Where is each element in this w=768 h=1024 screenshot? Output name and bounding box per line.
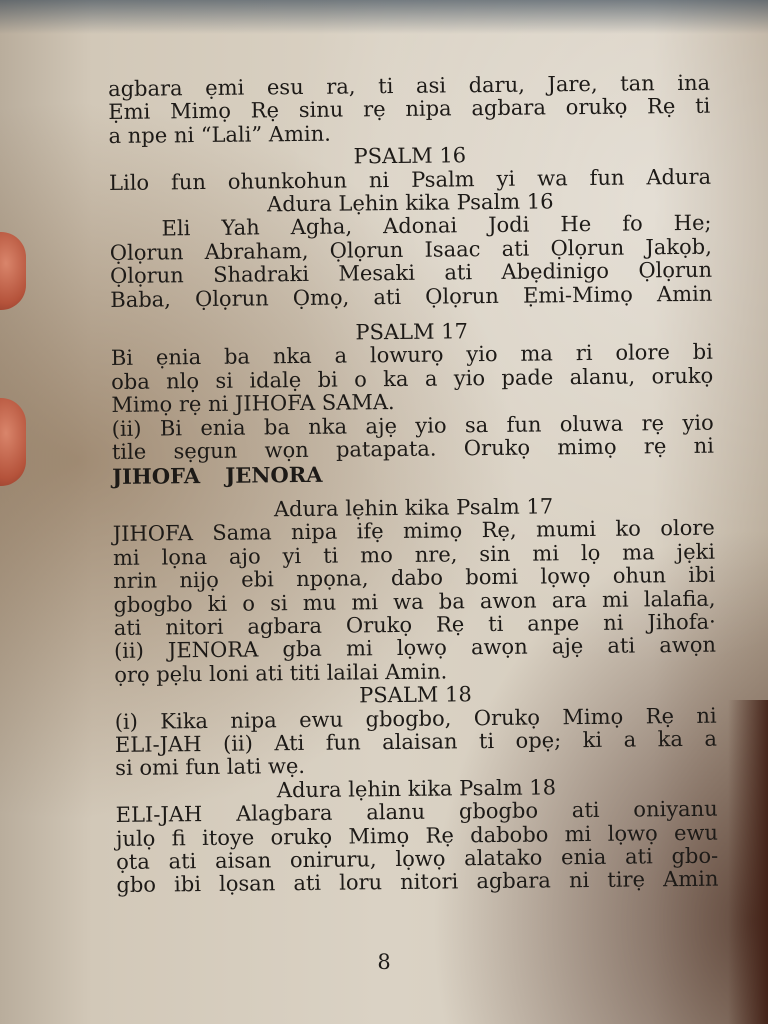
text-line: (ii) JENORA gba mi lọwọ awọn ajẹ ati awọn xyxy=(113,633,717,664)
prayer-heading: Adura lẹhin kika Psalm 18 xyxy=(276,775,557,803)
text-line: gbogbo ki o si mu mi wa ba awon ara mi lalafia, xyxy=(113,586,716,617)
text-line: ELI-JAH Alagbara alanu gbogbo ati oniyanu xyxy=(115,796,718,828)
page-number: 8 xyxy=(377,950,391,974)
text-line: mi lọna ajo yi ti mo nre, sin mi lọ ma jẹki xyxy=(112,539,716,570)
page-text xyxy=(108,72,719,898)
psalm-heading: PSALM 17 xyxy=(355,319,469,345)
text-line: ati nitori agbara Orukọ Rẹ ti anpe ni Jihofa· xyxy=(113,609,716,640)
text-line: Bi ẹnia ba nka a lowurọ yio ma ri olore bi xyxy=(110,340,714,371)
text-line: Eli Yah Agha, Adonai Jodi He fo He; xyxy=(161,211,712,241)
text-line: julọ fi itoye orukọ Mimọ Rẹ dabobo mi lọwọ ewu xyxy=(115,820,719,851)
text-line: Ọlọrun Shadraki Mesaki ati Abẹdinigo Ọlọrun xyxy=(109,257,713,289)
text-line: oba nlọ si idalẹ bi o ka a yio pade alanu, orukọ xyxy=(111,363,714,394)
prayer-heading: Adura Lẹhin kika Psalm 16 xyxy=(266,189,554,217)
text-line: ọta ati aisan oniruru, lọwọ alatako enia ati gbo- xyxy=(116,843,719,874)
text-line: si omi fun lati wẹ. xyxy=(115,754,306,781)
psalm-heading: PSALM 16 xyxy=(353,143,467,169)
text-line: Baba, Ọlọrun Ọmọ, ati Ọlọrun Ẹmi-Mimọ Amin xyxy=(110,281,713,312)
text-line: ọrọ pẹlu loni ati titi lailai Amin. xyxy=(114,659,448,687)
text-line: Ẹmi Mimọ Rẹ sinu rẹ nipa agbara orukọ Rẹ ti xyxy=(108,94,711,125)
prayer-heading: Adura lẹhin kika Psalm 17 xyxy=(273,494,554,522)
text-line: a npe ni “Lali” Amin. xyxy=(108,121,331,148)
text-line: JIHOFA JENORA xyxy=(112,461,323,489)
text-line: Ọlọrun Abraham, Ọlọrun Isaac ati Ọlọrun Jakọb, xyxy=(109,234,712,265)
thumb-finger-top xyxy=(0,232,26,310)
text-line: (ii) Bi enia ba nka ajẹ yio sa fun oluwa rẹ yio xyxy=(111,410,714,441)
page-edge-shadow xyxy=(728,700,768,1024)
top-shadow xyxy=(0,0,768,34)
text-line: nrin nijọ ebi npọna, dabo bomi lọwọ ohun ibi xyxy=(113,562,716,594)
text-line: Mimọ rẹ ni JIHOFA SAMA. xyxy=(111,390,395,418)
text-line: agbara ẹmi esu ra, ti asi daru, Jare, tan ina xyxy=(107,70,711,101)
text-line: tile sẹgun wọn patapata. Orukọ mimọ rẹ ni xyxy=(111,433,715,465)
text-line: (i) Kika nipa ewu gbogbo, Orukọ Mimọ Rẹ ni xyxy=(114,703,717,734)
text-line: gbo ibi lọsan ati loru nitori agbara ni tirẹ Amin xyxy=(116,867,719,898)
psalm-heading: PSALM 18 xyxy=(359,682,472,708)
text-line: Lilo fun ohunkohun ni Psalm yi wa fun Adura xyxy=(108,164,712,195)
thumb-finger-bottom xyxy=(0,398,26,486)
text-line: JIHOFA Sama nipa ifẹ mimọ Rẹ, mumi ko olore xyxy=(112,515,715,547)
text-line: ELI-JAH (ii) Ati fun alaisan ti opẹ; ki a ka a xyxy=(114,726,718,757)
